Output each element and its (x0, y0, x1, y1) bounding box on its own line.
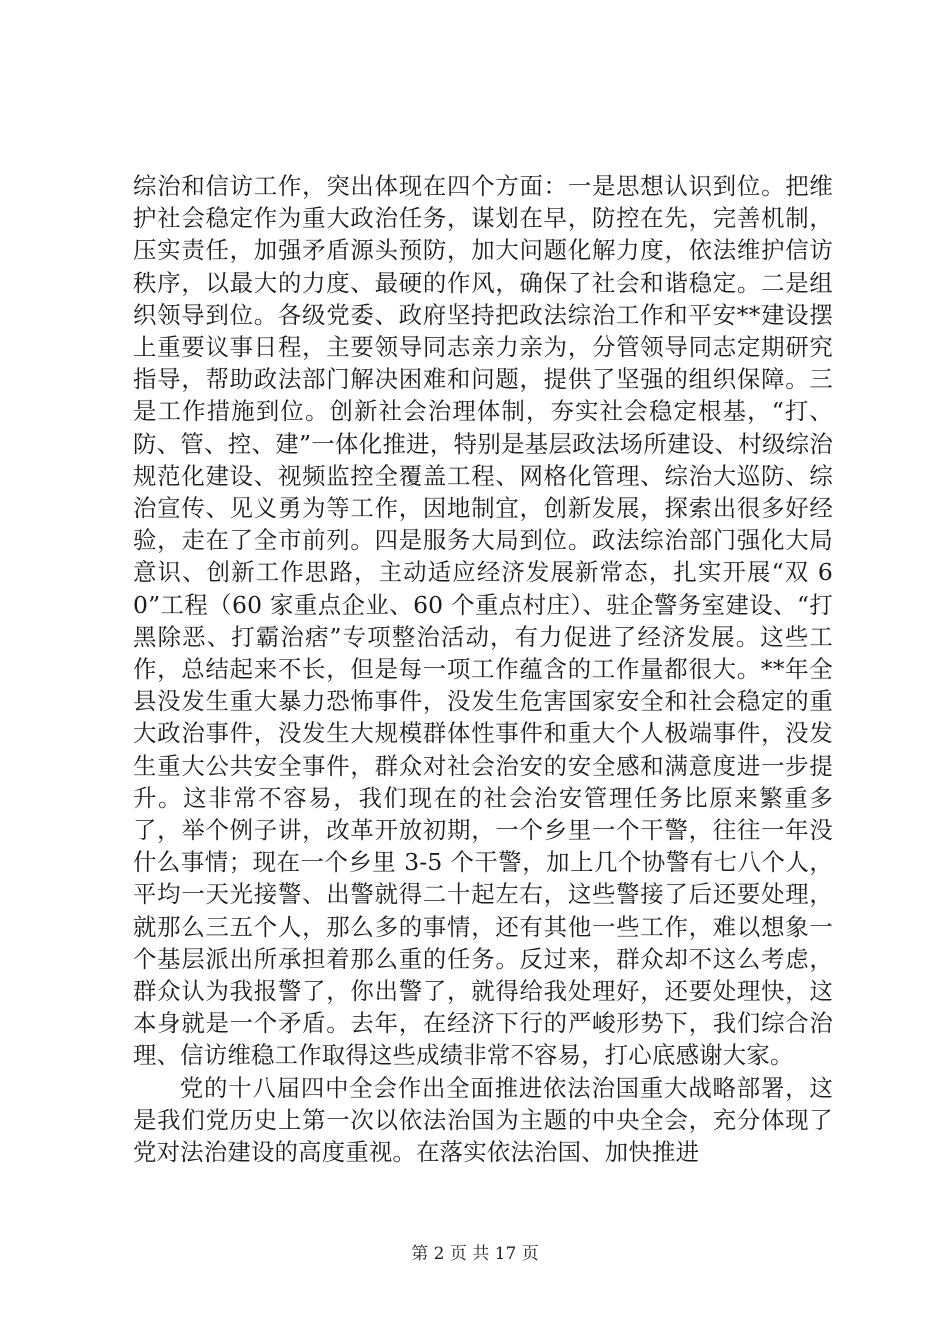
page-footer: 第 2 页 共 17 页 (411, 1244, 539, 1264)
paragraph-1: 综治和信访工作，突出体现在四个方面：一是思想认识到位。把维护社会稳定作为重大政治任务，谋划在早，防控在先，完善机制，压实责任，加强矛盾源头预防，加大问题化解力度，依法维护信访秩序，以最大的力度、最硬的作风，确保了社会和谐稳定。二是组织领导到位。各级党委、政府坚持把政法综治工作和平安**建设摆上重要议事日程，主要领导同志亲力亲为，分管领导同志定期研究指导，帮助政法部门解决困难和问题，提供了坚强的组织保障。三是工作措施到位。创新社会治理体制，夯实社会稳定根基，“打、防、管、控、建”一体化推进，特别是基层政法场所建设、村级综治规范化建设、视频监控全覆盖工程、网格化管理、综治大巡防、综治宣传、见义勇为等工作，因地制宜，创新发展，探索出很多好经验，走在了全市前列。四是服务大局到位。政法综治部门强化大局意识、创新工作思路，主动适应经济发展新常态，扎实开展“双 60”工程（60 家重点企业、60 个重点村庄）、驻企警务室建设、“打黑除恶、打霸治痞”专项整治活动，有力促进了经济发展。这些工作，总结起来不长，但是每一项工作蕴含的工作量都很大。**年全县没发生重大暴力恐怖事件，没发生危害国家安全和社会稳定的重大政治事件，没发生大规模群体性事件和重大个人极端事件，没发生重大公共安全事件，群众对社会治安的安全感和满意度进一步提升。这非常不容易，我们现在的社会治安管理任务比原来繁重多了，举个例子讲，改革开放初期，一个乡里一个干警，往往一年没什么事情；现在一个乡里 3-5 个干警，加上几个协警有七八个人，平均一天光接警、出警就得二十起左右，这些警接了后还要处理，就那么三五个人，那么多的事情，还有其他一些工作，难以想象一个基层派出所承担着那么重的任务。反过来，群众却不这么考虑，群众认为我报警了，你出警了，就得给我处理好，还要处理快，这本身就是一个矛盾。去年，在经济下行的严峻形势下，我们综合治理、信访维稳工作取得这些成绩非常不容易，打心底感谢大家。 (133, 172, 833, 1070)
paragraph-2: 党的十八届四中全会作出全面推进依法治国重大战略部署，这是我们党历史上第一次以依法治国为主题的中央全会，充分体现了党对法治建设的高度重视。在落实依法治国、加快推进 (133, 1073, 833, 1167)
body-text (133, 170, 833, 1168)
